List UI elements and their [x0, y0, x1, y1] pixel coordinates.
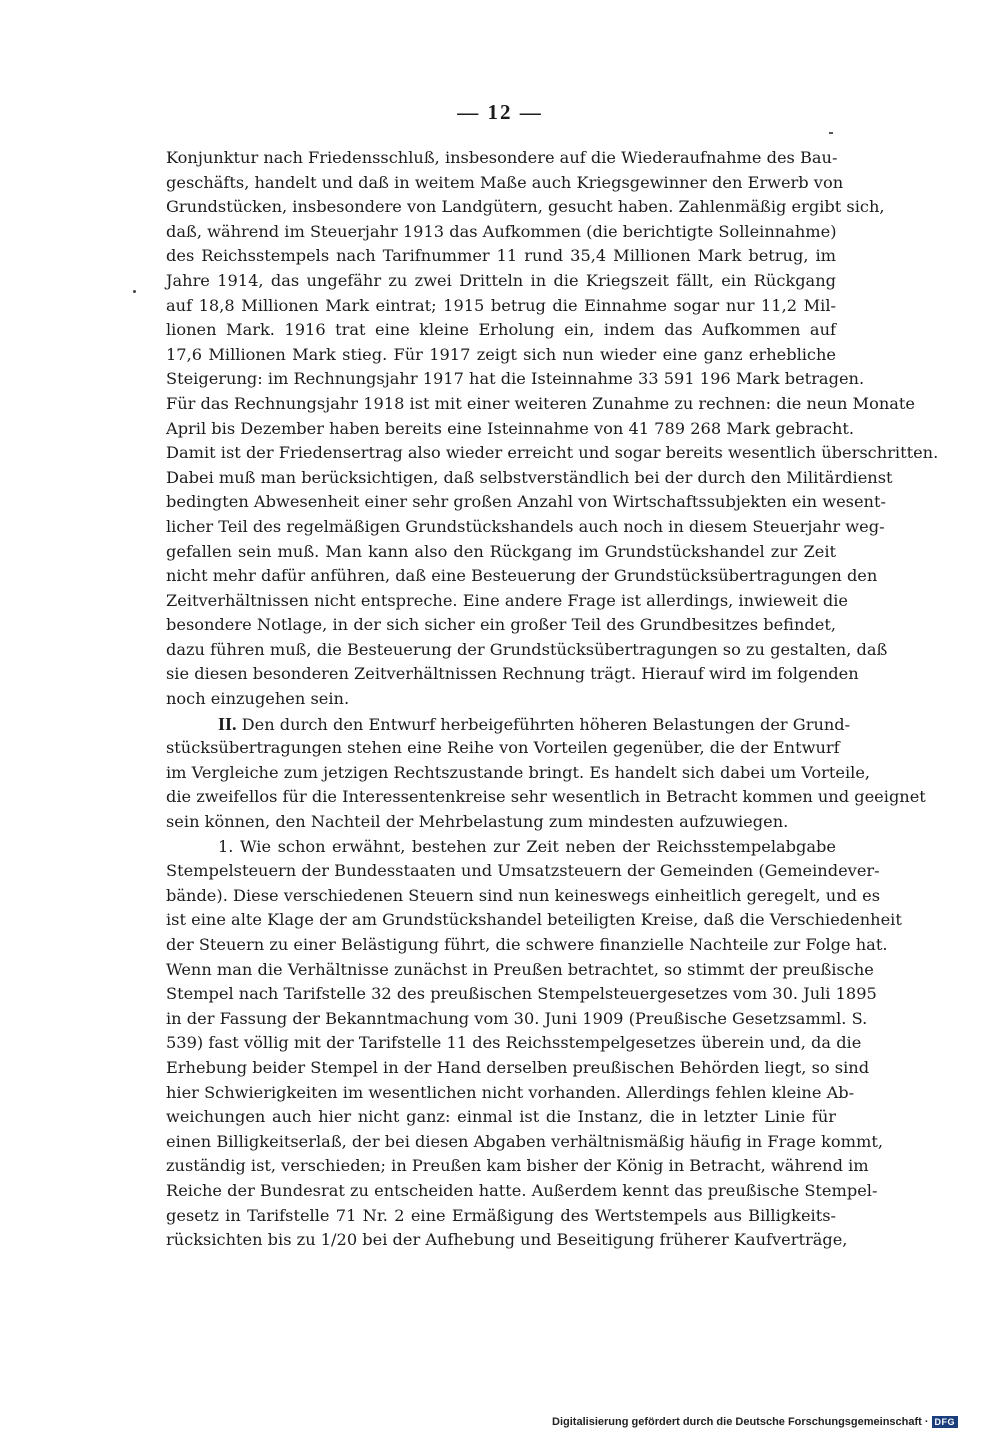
line-text: ist eine alte Klage der am Grundstückshandel beteiligten Kreise, daß die Verschiedenheit [166, 910, 902, 930]
line-text: Zeitverhältnissen nicht entspreche. Eine andere Frage ist allerdings, inwieweit die [166, 590, 849, 610]
line-text: Grundstücken, insbesondere von Landgütern, gesucht haben. Zahlenmäßig ergibt sich, [166, 197, 885, 217]
print-mark [829, 132, 833, 134]
text-line [166, 1081, 855, 1106]
text-line [166, 1031, 862, 1056]
text-line [166, 712, 851, 737]
body-text [166, 146, 939, 1253]
line-text: 539) fast völlig mit der Tarifstelle 11 des Reichsstempelgesetzes überein und, da die [166, 1033, 862, 1053]
margin-dot [133, 290, 136, 293]
line-text: Wenn man die Verhältnisse zunächst in Preußen betrachtet, so stimmt der preußische [166, 959, 874, 979]
text-line [166, 1179, 878, 1204]
text-line [166, 343, 836, 368]
text-line [166, 859, 880, 884]
text-line [166, 515, 885, 540]
line-text: Dabei muß man berücksichtigen, daß selbstverständlich bei der durch den Militärdienst [166, 467, 893, 487]
line-text: 17,6 Millionen Mark stieg. Für 1917 zeigt sich nun wieder eine ganz erhebliche [166, 344, 836, 364]
text-line [166, 490, 886, 515]
text-line [166, 220, 836, 245]
line-text: einen Billigkeitserlaß, der bei diesen Abgaben verhältnismäßig häufig in Frage kommt, [166, 1131, 883, 1151]
line-text: besondere Notlage, in der sich sicher ein großer Teil des Grundbesitzes befindet, [166, 615, 836, 635]
line-text: Reiche der Bundesrat zu entscheiden hatte. Außerdem kennt das preußische Stempel- [166, 1180, 878, 1200]
text-line [166, 884, 881, 909]
text-line [166, 294, 836, 319]
text-line [166, 1204, 836, 1229]
text-line [166, 662, 859, 687]
line-text: geschäfts, handelt und daß in weitem Maße auch Kriegsgewinner den Erwerb von [166, 172, 844, 192]
line-text: bände). Diese verschiedenen Steuern sind nun keineswegs einheitlich geregelt, und es [166, 885, 881, 905]
text-line [166, 195, 885, 220]
credit-text: Digitalisierung gefördert durch die Deutsche Forschungsgemeinschaft [552, 1416, 922, 1428]
text-line [166, 466, 893, 491]
separator-dot: · [924, 1416, 929, 1428]
text-line [166, 171, 844, 196]
line-text: Steigerung: im Rechnungsjahr 1917 hat die Isteinnahme 33 591 196 Mark betragen. [166, 369, 865, 389]
line-text: Erhebung beider Stempel in der Hand derselben preußischen Behörden liegt, so sind [166, 1057, 870, 1077]
text-line [166, 589, 849, 614]
line-text: 1. Wie schon erwähnt, bestehen zur Zeit neben der Reichsstempelabgabe [218, 836, 836, 856]
line-text: April bis Dezember haben bereits eine Isteinnahme von 41 789 268 Mark gebracht. [166, 418, 855, 438]
text-line [166, 1056, 870, 1081]
line-text: Für das Rechnungsjahr 1918 ist mit einer weiteren Zunahme zu rechnen: die neun Monate [166, 393, 916, 413]
text-line [166, 687, 836, 712]
line-text: gesetz in Tarifstelle 71 Nr. 2 eine Ermäßigung des Wertstempels aus Billigkeits- [166, 1205, 836, 1225]
text-line [166, 441, 939, 466]
text-line [166, 392, 916, 417]
line-text: auf 18,8 Millionen Mark eintrat; 1915 betrug die Einnahme sogar nur 11,2 Mil- [166, 295, 836, 315]
line-text: bedingten Abwesenheit einer sehr großen Anzahl von Wirtschaftssubjekten ein wesent- [166, 492, 886, 512]
line-text: des Reichsstempels nach Tarifnummer 11 rund 35,4 Millionen Mark betrug, im [166, 246, 836, 266]
line-text: stücksübertragungen stehen eine Reihe von Vorteilen gegenüber, die der Entwurf [166, 738, 840, 758]
page-number: — 12 — [457, 100, 543, 124]
line-text: Stempel nach Tarifstelle 32 des preußischen Stempelsteuergesetzes vom 30. Juli 1895 [166, 984, 877, 1004]
text-line [166, 736, 840, 761]
line-text: Konjunktur nach Friedensschluß, insbesondere auf die Wiederaufnahme des Bau- [166, 148, 838, 167]
text-line [166, 1007, 868, 1032]
text-line [166, 1105, 836, 1130]
line-text: licher Teil des regelmäßigen Grundstückshandels auch noch in diesem Steuerjahr weg- [166, 516, 885, 536]
text-line [166, 540, 836, 565]
line-text: in der Fassung der Bekanntmachung vom 30. Juni 1909 (Preußische Gesetzsamml. S. [166, 1008, 868, 1028]
text-line [166, 1228, 848, 1253]
line-text: lionen Mark. 1916 trat eine kleine Erholung ein, indem das Aufkommen auf [166, 320, 836, 340]
digitization-credit [552, 1416, 958, 1428]
text-line [166, 958, 874, 983]
line-text: nicht mehr dafür anführen, daß eine Besteuerung der Grundstücksübertragungen den [166, 566, 878, 586]
text-line [166, 146, 836, 171]
line-text: zuständig ist, verschieden; in Preußen kam bisher der König in Betracht, während im [166, 1156, 869, 1176]
line-text: hier Schwierigkeiten im wesentlichen nicht vorhanden. Allerdings fehlen kleine Ab- [166, 1082, 855, 1102]
text-line [166, 417, 855, 442]
dfg-logo: DFG [932, 1416, 959, 1428]
text-line [166, 908, 902, 933]
text-line [166, 269, 836, 294]
line-text: sein können, den Nachteil der Mehrbelastung zum mindesten aufzuwiegen. [166, 812, 789, 832]
line-text: sie diesen besonderen Zeitverhältnissen Rechnung trägt. Hierauf wird im folgenden [166, 664, 859, 684]
text-line [166, 318, 836, 343]
text-line [166, 244, 836, 269]
text-line [166, 638, 888, 663]
line-text: daß, während im Steuerjahr 1913 das Aufkommen (die berichtigte Solleinnahme) [166, 221, 837, 241]
line-text: dazu führen muß, die Besteuerung der Grundstücksübertragungen so zu gestalten, daß [166, 639, 888, 659]
line-text: noch einzugehen sein. [166, 689, 350, 709]
line-text: der Steuern zu einer Belästigung führt, die schwere finanzielle Nachteile zur Folge hat. [166, 935, 888, 954]
line-text: weichungen auch hier nicht ganz: einmal ist die Instanz, die in letzter Linie für [166, 1107, 836, 1127]
line-text: Damit ist der Friedensertrag also wieder erreicht und sogar bereits wesentlich überschritten. [166, 443, 939, 463]
text-line [166, 982, 877, 1007]
line-text: die zweifellos für die Interessentenkreise sehr wesentlich in Betracht kommen und geeignet [166, 787, 926, 807]
text-line [166, 933, 888, 958]
line-text: im Vergleiche zum jetzigen Rechtszustande bringt. Es handelt sich dabei um Vorteile, [166, 762, 871, 782]
text-line [166, 785, 926, 810]
text-line [166, 367, 865, 392]
text-line [166, 835, 836, 860]
section-number: II. [218, 713, 237, 734]
line-text: Den durch den Entwurf herbeigeführten höheren Belastungen der Grund- [241, 714, 851, 734]
line-text: rücksichten bis zu 1/20 bei der Aufhebung und Beseitigung früherer Kaufverträge, [166, 1230, 848, 1250]
text-line [166, 613, 836, 638]
text-line [166, 1130, 883, 1155]
text-line [166, 1154, 869, 1179]
line-text: Jahre 1914, das ungefähr zu zwei Dritteln in die Kriegszeit fällt, ein Rückgang [166, 270, 836, 290]
line-text: Stempelsteuern der Bundesstaaten und Umsatzsteuern der Gemeinden (Gemeindever- [166, 861, 880, 881]
text-line [166, 810, 836, 835]
text-line [166, 761, 871, 786]
line-text: gefallen sein muß. Man kann also den Rückgang im Grundstückshandel zur Zeit [166, 541, 836, 561]
text-line [166, 564, 878, 589]
